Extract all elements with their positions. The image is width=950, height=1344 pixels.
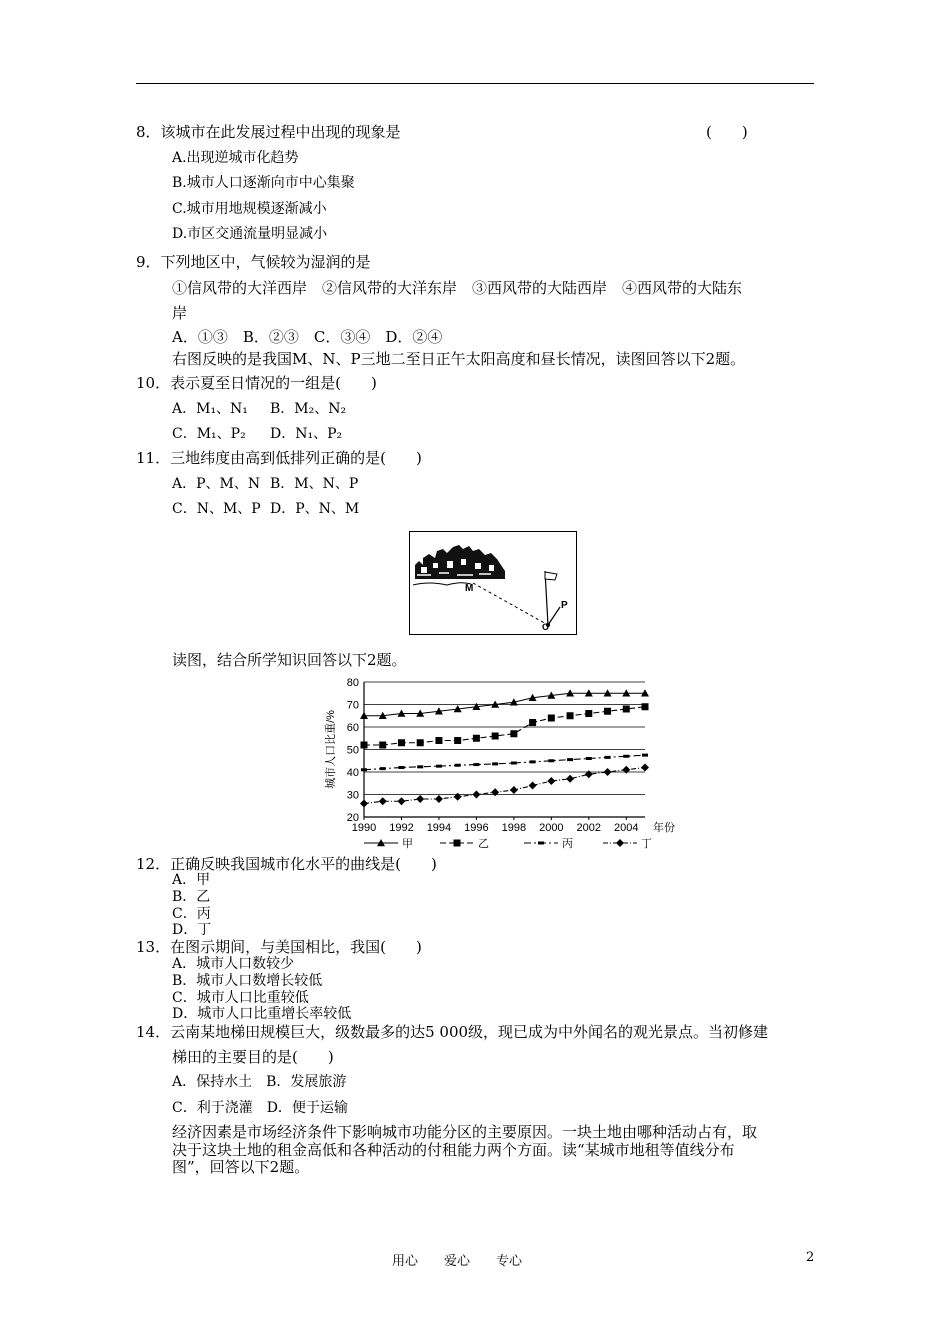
y-tick-label: 40 (346, 767, 359, 779)
series-line-4 (364, 768, 645, 804)
data-point (530, 760, 536, 763)
data-point (397, 797, 405, 805)
q12-option-c: C．丙 (172, 906, 211, 922)
x-tick-label: 2002 (576, 822, 602, 834)
q12-option-b: B．乙 (172, 889, 211, 905)
data-point (398, 739, 405, 746)
q9-stem: 9．下列地区中，气候较为湿润的是 (136, 253, 371, 271)
data-point (529, 782, 537, 790)
footer-motto: 用心 爱心 专心 (392, 1254, 523, 1269)
data-point (491, 788, 499, 796)
label-o: O (542, 622, 550, 632)
q12-stem: 12．正确反映我国城市化水平的曲线是( ) (136, 855, 437, 873)
q14-options-ab: A．保持水土 B．发展旅游 (172, 1074, 347, 1090)
data-point (623, 706, 630, 713)
data-point (510, 730, 517, 737)
data-point (604, 708, 611, 715)
data-point (492, 762, 498, 765)
q12-option-d: D．丁 (172, 922, 212, 938)
q10-option-d: D．N₁、P₂ (270, 426, 343, 442)
data-point (435, 795, 443, 803)
q13-option-d: D．城市人口比重增长率较低 (172, 1006, 352, 1022)
data-point (510, 786, 518, 794)
q8-option-b: B.城市人口逐渐向市中心集聚 (172, 175, 355, 191)
q11-option-d: D．P、N、M (270, 501, 360, 517)
q14-stem-line2: 梯田的主要目的是( ) (172, 1048, 334, 1066)
legend-marker (454, 840, 461, 847)
data-point (566, 775, 574, 783)
data-point (529, 719, 536, 726)
data-point (641, 764, 649, 772)
data-point (454, 793, 462, 801)
intro-12-13: 读图，结合所学知识回答以下2题。 (172, 651, 407, 669)
q8-option-a: A.出现逆城市化趋势 (172, 150, 299, 166)
legend-label: 丙 (562, 838, 573, 850)
q10-option-c: C．M₁、P₂ (172, 426, 246, 442)
header-rule (136, 83, 814, 84)
data-point (380, 767, 386, 770)
label-m: M (465, 583, 474, 594)
data-point (360, 800, 368, 808)
legend-label: 丁 (641, 838, 652, 850)
q10-option-a: A．M₁、N₁ (172, 401, 248, 417)
q8-answer-bracket: ( ) (706, 123, 748, 141)
series-line-3 (364, 755, 645, 770)
q9-items-line1: ①信风带的大洋西岸 ②信风带的大洋东岸 ③西风带的大陆西岸 ④西风带的大陆东 (172, 279, 743, 297)
q12-option-a: A．甲 (172, 872, 211, 888)
q10-option-b: B．M₂、N₂ (270, 401, 347, 417)
q11-option-a: A．P、M、N (172, 476, 261, 492)
q8-option-d: D.市区交通流量明显减小 (172, 226, 328, 242)
legend-label: 乙 (478, 838, 489, 850)
q14-stem-line1: 14．云南某地梯田规模巨大，级数最多的达5 000级，现已成为中外闻名的观光景点。当初修建 (136, 1023, 769, 1041)
data-point (454, 737, 461, 744)
intro-next-line1: 经济因素是市场经济条件下影响城市功能分区的主要原因。一块土地由哪种活动占有，取 (172, 1123, 758, 1141)
data-point (492, 733, 499, 740)
intro-next-line2: 决于这块土地的租金高低和各种活动的付租能力两个方面。读“某城市地租等值线分布 (172, 1141, 735, 1159)
sun-shadow-figure (409, 531, 577, 635)
flag-icon (545, 572, 557, 580)
data-point (435, 737, 442, 744)
q14-options-cd: C．利于浇灌 D．便于运输 (172, 1100, 348, 1116)
data-point (567, 712, 574, 719)
legend-marker (616, 839, 624, 847)
q13-option-a: A．城市人口数较少 (172, 956, 295, 972)
q8-option-c: C.城市用地规模逐渐减小 (172, 201, 327, 217)
legend-marker (538, 842, 544, 845)
data-point (472, 791, 480, 799)
y-tick-label: 20 (346, 812, 359, 824)
legend-label: 甲 (402, 838, 413, 850)
y-tick-label: 80 (346, 677, 359, 689)
x-tick-label: 1994 (426, 822, 452, 834)
q13-option-c: C．城市人口比重较低 (172, 990, 309, 1006)
y-tick-label: 60 (346, 722, 359, 734)
x-axis-label: 年份 (653, 822, 675, 834)
q8-stem: 8．该城市在此发展过程中出现的现象是 (136, 123, 401, 141)
data-point (622, 766, 630, 774)
data-point (417, 739, 424, 746)
data-point (585, 710, 592, 717)
y-tick-label: 50 (346, 744, 359, 757)
data-point (379, 797, 387, 805)
data-point (605, 756, 611, 759)
data-point (361, 768, 367, 771)
label-p: P (561, 600, 568, 611)
x-tick-label: 2000 (539, 822, 564, 834)
x-tick-label: 2004 (614, 822, 639, 834)
series-line-2 (364, 707, 645, 745)
data-point (567, 758, 573, 761)
data-point (417, 765, 423, 768)
data-point (548, 715, 555, 722)
data-point (398, 766, 404, 769)
y-axis-label: 城市人口比重/% (325, 710, 337, 789)
y-tick-label: 30 (346, 789, 359, 802)
q13-stem: 13．在图示期间，与美国相比，我国( ) (136, 938, 422, 956)
data-point (585, 770, 593, 778)
q11-option-c: C．N、M、P (172, 501, 261, 517)
data-point (511, 762, 517, 765)
x-tick-label: 1990 (351, 822, 377, 834)
data-point (436, 765, 442, 768)
intro-10-11: 右图反映的是我国M、N、P三地二至日正午太阳高度和昼长情况，读图回答以下2题。 (172, 350, 746, 368)
q11-option-b: B．M、N、P (270, 476, 359, 492)
data-point (361, 742, 368, 749)
data-point (623, 755, 629, 758)
data-point (604, 768, 612, 776)
page-number: 2 (806, 1250, 815, 1265)
data-point (473, 763, 479, 766)
q13-option-b: B．城市人口数增长较低 (172, 973, 323, 989)
q11-stem: 11．三地纬度由高到低排列正确的是( ) (136, 449, 422, 467)
y-tick-label: 70 (346, 699, 359, 712)
data-point (473, 735, 480, 742)
data-point (642, 703, 649, 710)
data-point (379, 742, 386, 749)
data-point (455, 764, 461, 767)
x-tick-label: 1998 (501, 822, 527, 834)
data-point (642, 754, 648, 757)
intro-next-line3: 图”，回答以下2题。 (172, 1158, 310, 1176)
data-point (586, 757, 592, 760)
x-tick-label: 1996 (464, 822, 489, 834)
q10-stem: 10．表示夏至日情况的一组是( ) (136, 374, 377, 392)
data-point (547, 777, 555, 785)
data-point (548, 759, 554, 762)
q9-items-line2: 岸 (172, 304, 188, 322)
q9-options: A．①③ B．②③ C．③④ D．②④ (172, 328, 443, 346)
x-tick-label: 1992 (389, 822, 414, 834)
data-point (416, 795, 424, 803)
urbanization-line-chart (320, 670, 690, 852)
